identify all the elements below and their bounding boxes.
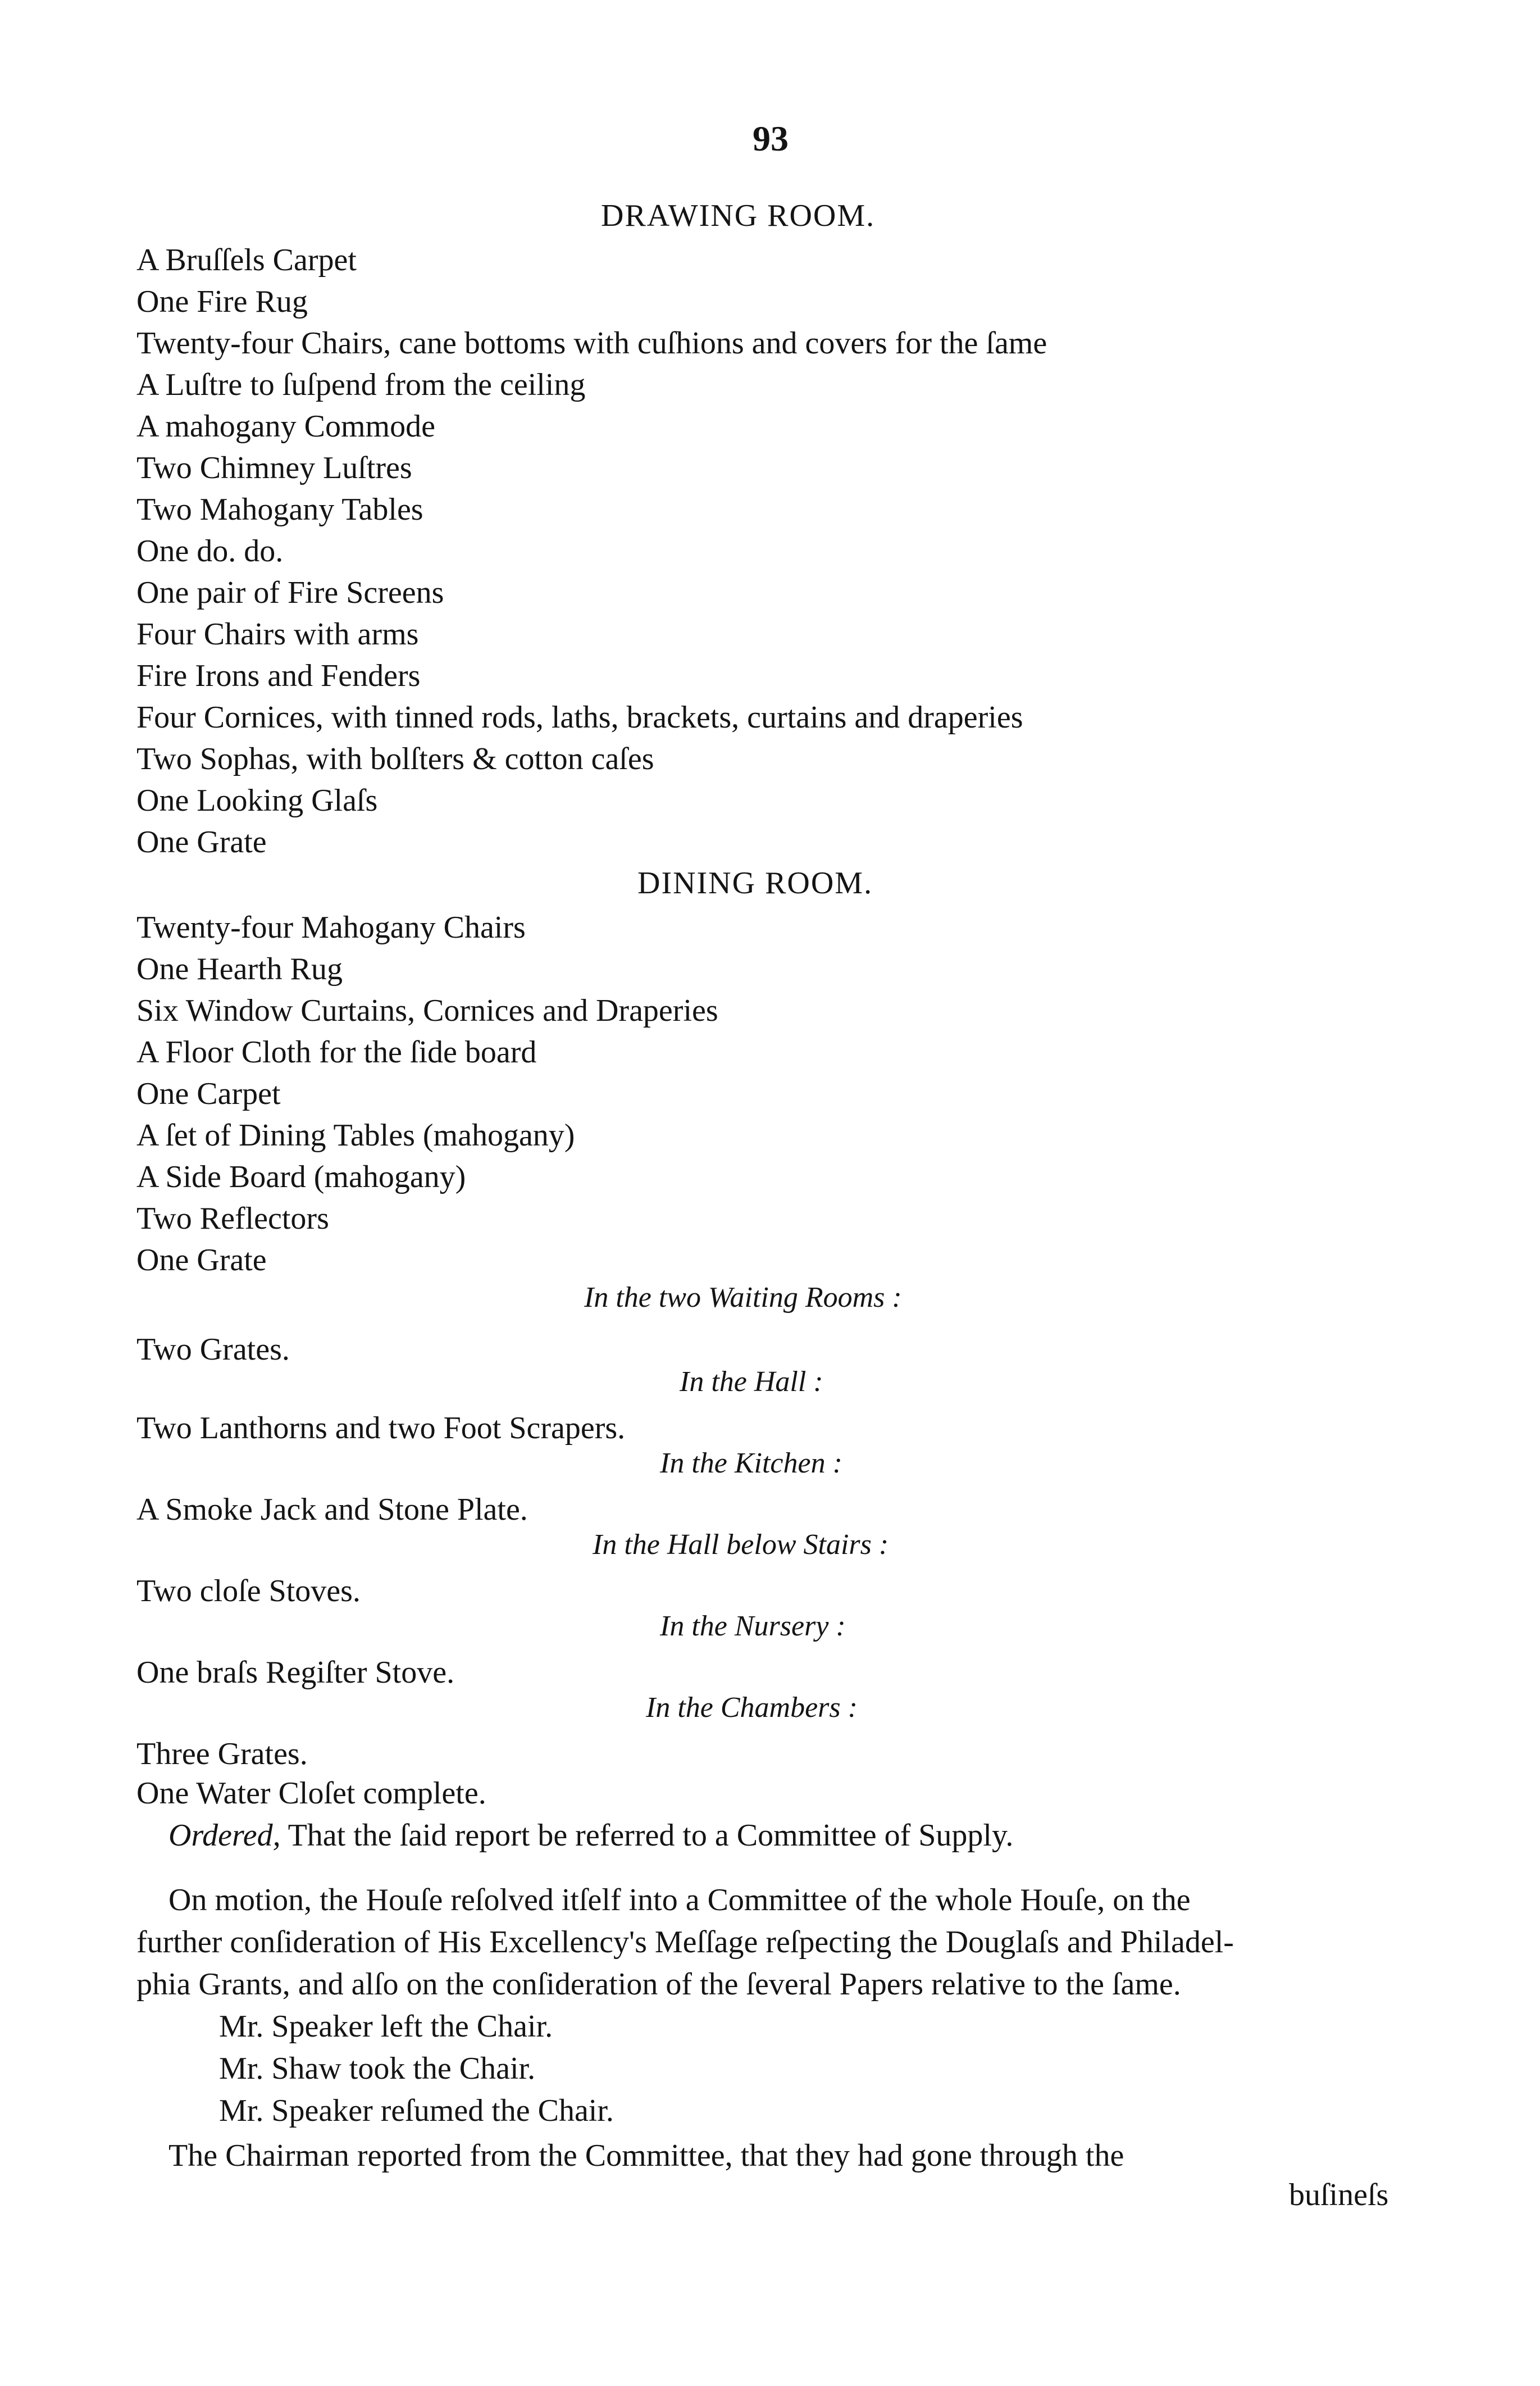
water-closet-item: One Water Cloſet complete. [136, 1776, 486, 1811]
list-item: One Looking Glaſs [136, 783, 378, 818]
catchword: buſineſs [1289, 2178, 1389, 2212]
list-item: Four Cornices, with tinned rods, laths, brackets, curtains and draperies [136, 700, 1023, 735]
proceeding-line: Mr. Speaker left the Chair. [219, 2009, 553, 2044]
hall-below-stairs-heading: In the Hall below Stairs : [593, 1529, 889, 1561]
list-item: Six Window Curtains, Cornices and Draperies [136, 993, 718, 1028]
list-item: A Floor Cloth for the ſide board [136, 1035, 537, 1070]
list-item: One Grate [136, 825, 267, 860]
hall-below-stairs-item: Two cloſe Stoves. [136, 1574, 361, 1608]
paragraph-line: phia Grants, and alſo on the conſideration of the ſeveral Papers relative to the ſame. [136, 1967, 1181, 2002]
kitchen-item: A Smoke Jack and Stone Plate. [136, 1492, 528, 1527]
chambers-heading: In the Chambers : [646, 1692, 858, 1724]
drawing-room-heading: DRAWING ROOM. [601, 198, 876, 233]
list-item: Two Reflectors [136, 1201, 329, 1236]
chambers-item: Three Grates. [136, 1737, 308, 1771]
list-item: A mahogany Commode [136, 409, 435, 444]
ordered-line [168, 1817, 1013, 1853]
paragraph-line: further conſideration of His Excellency's Meſſage reſpecting the Douglaſs and Philadel- [136, 1925, 1234, 1960]
ordered-text: That the ſaid report be referred to a Committee of Supply. [288, 1818, 1014, 1853]
waiting-rooms-item: Two Grates. [136, 1332, 290, 1367]
ordered-label: Ordered, [168, 1818, 281, 1853]
list-item: One Hearth Rug [136, 952, 343, 987]
list-item: Two Mahogany Tables [136, 492, 423, 527]
dining-room-list [136, 907, 1445, 1281]
list-item: One Fire Rug [136, 284, 308, 319]
proceeding-line: Mr. Shaw took the Chair. [219, 2051, 536, 2086]
list-item: Fire Irons and Fenders [136, 658, 421, 693]
page-number: 93 [753, 119, 789, 158]
list-item: Four Chairs with arms [136, 617, 419, 652]
hall-heading: In the Hall : [680, 1366, 823, 1398]
waiting-rooms-heading: In the two Waiting Rooms : [584, 1281, 902, 1314]
list-item: One Grate [136, 1243, 267, 1278]
list-item: Two Sophas, with bolſters & cotton caſes [136, 742, 654, 776]
chairman-line: The Chairman reported from the Committee, that they had gone through the [168, 2138, 1124, 2173]
dining-room-heading: DINING ROOM. [637, 866, 873, 901]
nursery-heading: In the Nursery : [660, 1610, 846, 1642]
list-item: One Carpet [136, 1076, 281, 1111]
list-item: Twenty-four Mahogany Chairs [136, 910, 526, 945]
list-item: Twenty-four Chairs, cane bottoms with cuſhions and covers for the ſame [136, 326, 1047, 361]
list-item: One do. do. [136, 534, 284, 569]
drawing-room-list [136, 239, 1445, 863]
paragraph-line: On motion, the Houſe reſolved itſelf into a Committee of the whole Houſe, on the [168, 1883, 1191, 1917]
proceeding-line: Mr. Speaker reſumed the Chair. [219, 2093, 614, 2128]
nursery-item: One braſs Regiſter Stove. [136, 1655, 455, 1690]
hall-item: Two Lanthorns and two Foot Scrapers. [136, 1411, 626, 1446]
list-item: A Side Board (mahogany) [136, 1160, 466, 1194]
kitchen-heading: In the Kitchen : [660, 1447, 842, 1479]
list-item: Two Chimney Luſtres [136, 451, 412, 485]
list-item: A Luſtre to ſuſpend from the ceiling [136, 367, 586, 402]
list-item: A ſet of Dining Tables (mahogany) [136, 1118, 575, 1153]
list-item: A Bruſſels Carpet [136, 243, 357, 278]
list-item: One pair of Fire Screens [136, 575, 444, 610]
